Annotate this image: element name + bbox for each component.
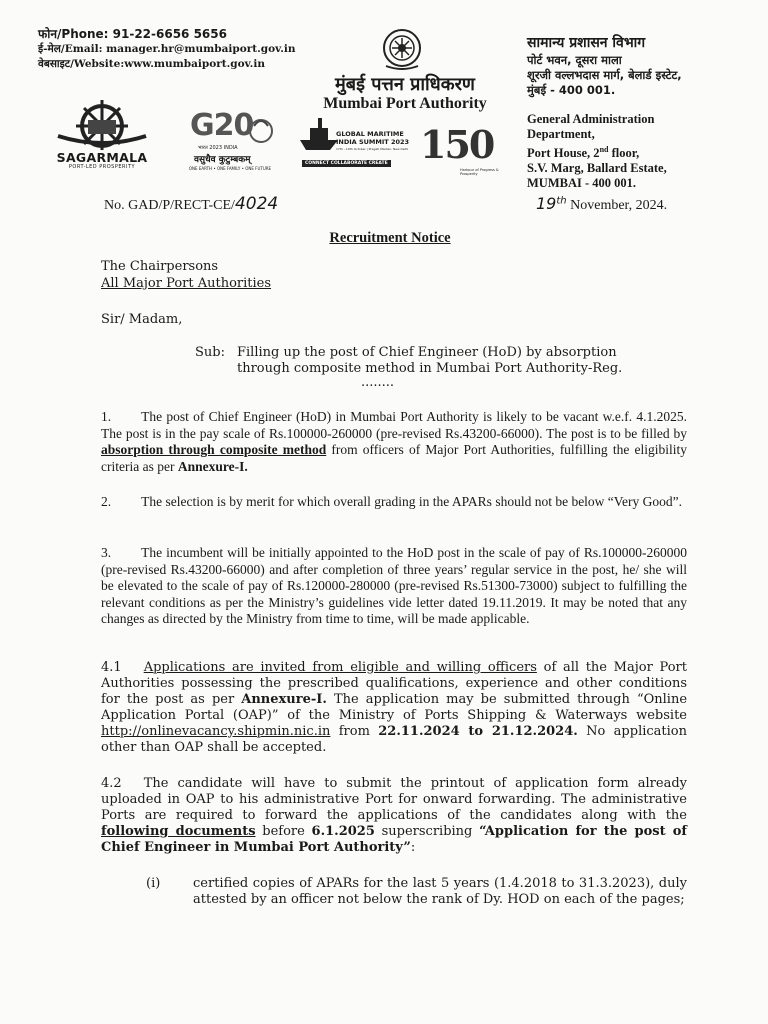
gmis-line1: GLOBAL MARITIME bbox=[336, 130, 404, 138]
addressee-line2: All Major Port Authorities bbox=[101, 276, 272, 291]
sagarmala-name: SAGARMALA bbox=[56, 150, 148, 165]
english-address-line: Port House, 2nd floor, bbox=[527, 145, 640, 161]
department-english-block bbox=[527, 112, 667, 191]
g20-sub1: भारत 2023 INDIA bbox=[198, 145, 238, 151]
lotus-globe-icon bbox=[246, 114, 276, 144]
website-line[interactable]: वेबसाइट/Website:www.mumbaiport.gov.in bbox=[38, 58, 265, 70]
paragraph-3: 3. The incumbent will be initially appointed to the HoD post in the scale of pay of Rs.100000-260000 (pre-revised Rs.43200-66000) and after completion of three years’ regular service in the post, he/ she will be elevated to the scale of pay of Rs.120000-280000 (pre-revised Rs.51300-73000) subject to fulfilling the relevant conditions as per the Ministry’s guidelines vide letter dated 19.11.2019. It may be noted that any changes as directed by the Ministry from time to time, will be made applicable. bbox=[101, 545, 687, 626]
contact-block bbox=[38, 27, 295, 72]
sagarmala-logo bbox=[50, 98, 154, 170]
paragraph-number: 2. bbox=[101, 494, 112, 509]
g20-text: G20 bbox=[190, 108, 254, 143]
date-day-handwritten: 19 bbox=[536, 194, 557, 213]
subject-line1: Filling up the post of Chief Engineer (HoD) by absorption bbox=[237, 345, 617, 360]
paragraph-2: 2. The selection is by merit for which overall grading in the APARs should not be below “Very Good”. bbox=[101, 494, 683, 509]
item-i-text: certified copies of APARs for the last 5 years (1.4.2018 to 31.3.2023), duly attested by an officer not below the rank of Dy. HOD on each of the pages; bbox=[193, 876, 687, 907]
g20-logo bbox=[176, 108, 284, 174]
authority-name-hindi: मुंबई पत्तन प्राधिकरण bbox=[335, 74, 475, 95]
salutation: Sir/ Madam, bbox=[101, 312, 183, 327]
subject-text bbox=[237, 345, 622, 389]
paragraph-number: 3. bbox=[101, 545, 112, 560]
paragraph-number: 1. bbox=[101, 409, 112, 424]
english-address-line: General Administration bbox=[527, 112, 655, 126]
reference-date: 19th November, 2024. bbox=[536, 194, 668, 213]
reference-number bbox=[104, 194, 278, 214]
hindi-address-line: मुंबई - 400 001. bbox=[527, 83, 616, 97]
paragraph-4-1: 4.1 Applications are invited from eligible and willing officers of all the Major Port Authorities possessing the prescribed qualifications, experience and other conditions for the post as per Annexure-I. The application may be submitted through “Online Application Portal (OAP)” of the Ministry of Ports Shipping & Waterways website http://onlinevacancy.shipmin.nic.in from 22.11.2024 to 21.12.2024. No application other than OAP shall be accepted. bbox=[101, 660, 688, 755]
hindi-address-line: शूरजी वल्लभदास मार्ग, बेलार्ड इस्टेट, bbox=[527, 68, 682, 82]
ship-wheel-icon bbox=[50, 98, 154, 150]
paragraph-4-2: 4.2 The candidate will have to submit the printout of application form already uploaded in OAP to his administrative Port for onward forwarding. The administrative Ports are required to forward the applications of the candidates along with the following documents before 6.1.2025 superscribing “Application for the post of Chief Engineer in Mumbai Port Authority”: bbox=[101, 776, 688, 855]
emblem-icon bbox=[378, 28, 426, 72]
addressee bbox=[101, 258, 271, 292]
item-i-number: (i) bbox=[146, 876, 161, 891]
notice-title: Recruitment Notice bbox=[329, 230, 451, 246]
g20-sub2: वसुधैव कुटुम्बकम् bbox=[194, 155, 251, 165]
anniversary-number: 150 bbox=[420, 122, 494, 167]
department-hindi-block bbox=[527, 33, 682, 98]
anniversary-logo bbox=[420, 122, 512, 176]
ship-icon bbox=[298, 116, 340, 154]
paragraph-number: 4.1 bbox=[101, 660, 122, 675]
english-address-line: S.V. Marg, Ballard Estate, bbox=[527, 161, 667, 176]
g20-tagline: ONE EARTH • ONE FAMILY • ONE FUTURE bbox=[188, 166, 272, 171]
anniversary-caption: Harbour of Progress & Prosperity bbox=[460, 168, 499, 176]
reference-prefix: No. GAD/P/RECT-CE/ bbox=[104, 198, 235, 213]
english-address-line: MUMBAI - 400 001. bbox=[527, 176, 637, 191]
reference-handwritten: 4024 bbox=[234, 194, 279, 214]
gmis-line2: INDIA SUMMIT 2023 bbox=[336, 138, 410, 146]
gmis-logo bbox=[298, 112, 410, 174]
email-line[interactable]: ई-मेल/Email: manager.hr@mumbaiport.gov.in bbox=[38, 43, 296, 55]
phone-line: फोन/Phone: 91-22-6656 5656 bbox=[38, 27, 227, 41]
gmis-tagline: CONNECT COLLABORATE CREATE bbox=[302, 160, 391, 167]
subject-line2: through composite method in Mumbai Port Authority-Reg. bbox=[237, 361, 623, 376]
sagarmala-tagline: PORT-LED PROSPERITY bbox=[68, 164, 136, 170]
paragraph-number: 4.2 bbox=[101, 776, 122, 791]
addressee-line1: The Chairpersons bbox=[101, 259, 219, 274]
gmis-line3: 17th - 19th October | Pragati Maidan, New Delhi bbox=[336, 147, 409, 151]
department-title-hindi: सामान्य प्रशासन विभाग bbox=[527, 35, 646, 51]
english-address-line: Department, bbox=[527, 127, 595, 141]
hindi-address-line: पोर्ट भवन, दूसरा माला bbox=[527, 53, 622, 67]
subject-dots: ........ bbox=[361, 375, 395, 390]
website-link[interactable]: http://onlinevacancy.shipmin.nic.in bbox=[101, 724, 331, 739]
authority-name-english: Mumbai Port Authority bbox=[323, 95, 487, 112]
paragraph-1: 1. The post of Chief Engineer (HoD) in Mumbai Port Authority is likely to be vacant w.e.f. 4.1.2025. The post is in the pay scale of Rs.100000-260000 (pre-revised Rs.43200-66000). The post is to be filled by absorption through composite method from officers of Major Port Authorities, fulfilling the eligibility criteria as per Annexure-I. bbox=[101, 409, 687, 474]
subject-label: Sub: bbox=[195, 345, 225, 360]
